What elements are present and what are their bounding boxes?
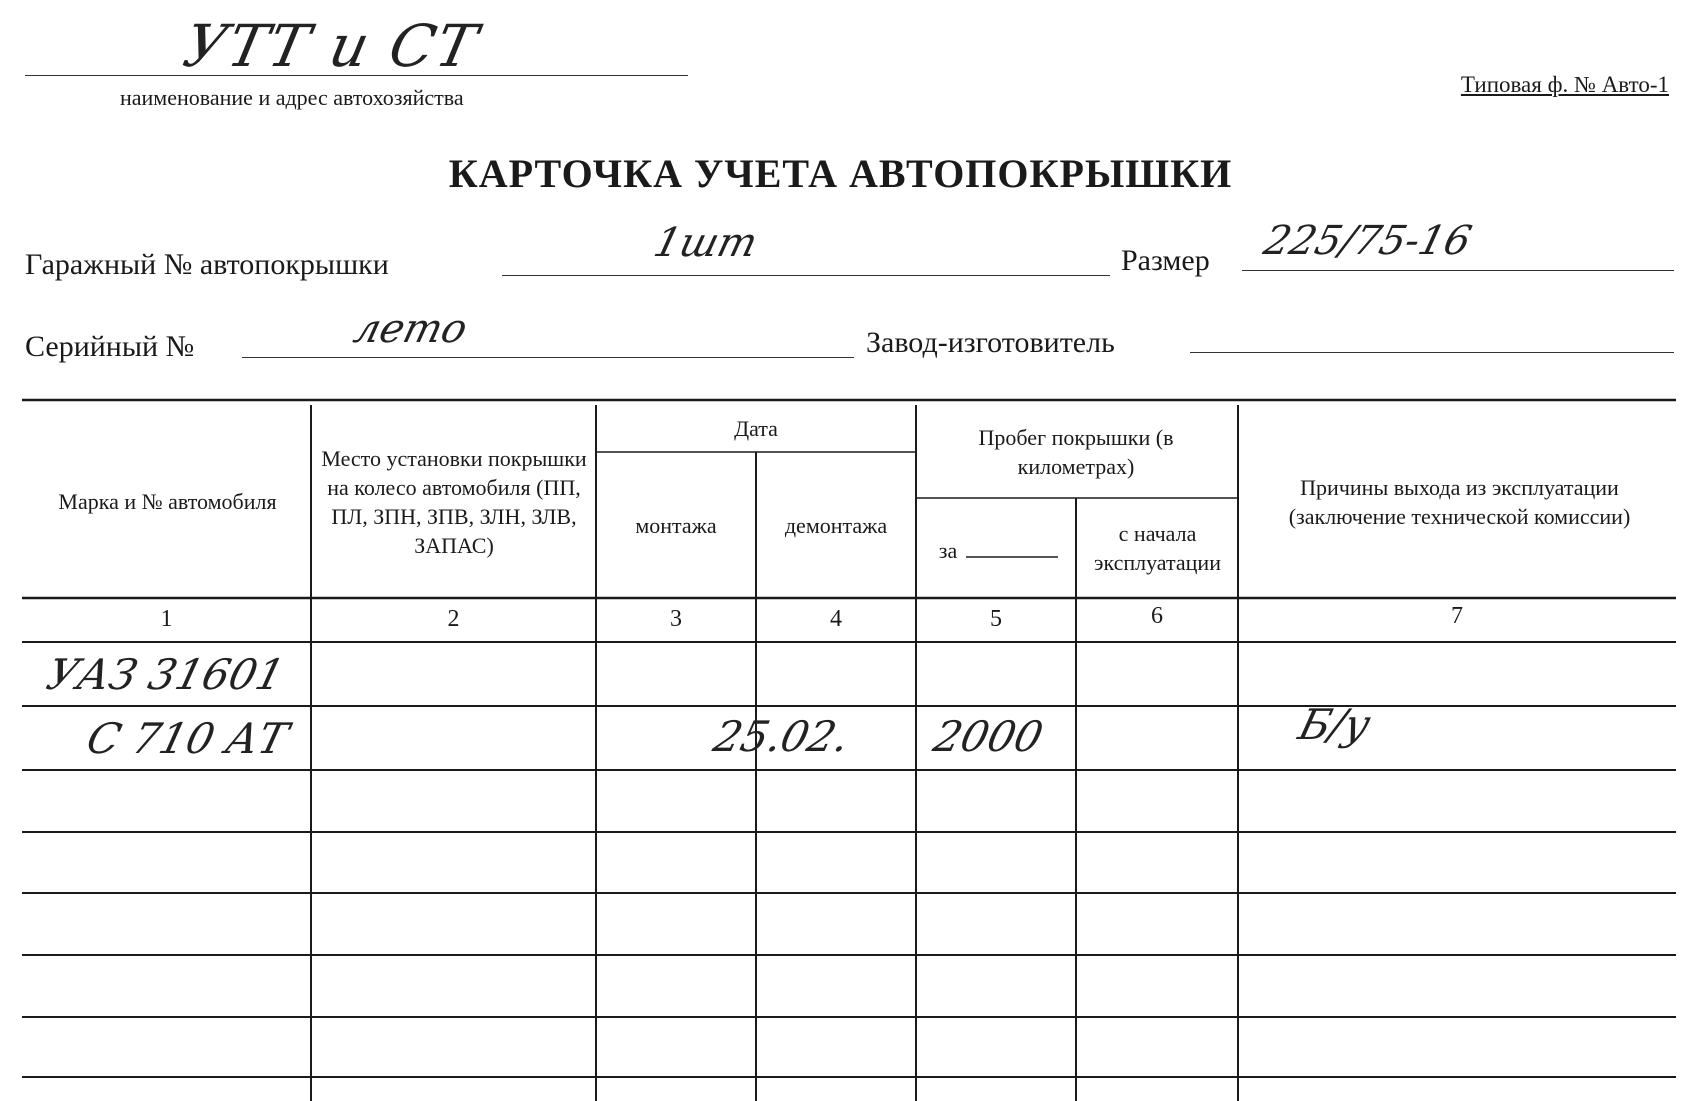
serial-number-label: Серийный № [25, 330, 195, 363]
column-number-4: 4 [830, 606, 842, 632]
form-title: КАРТОЧКА УЧЕТА АВТОПОКРЫШКИ [448, 151, 1233, 196]
header-reason: Причины выхода из эксплуатации (заключение технической комиссии) [1288, 474, 1631, 529]
garage-number-label: Гаражный № автопокрышки [25, 248, 389, 281]
org-name-handwritten: УТТ и СТ [177, 12, 485, 80]
size-label: Размер [1121, 244, 1210, 277]
column-number-2: 2 [447, 606, 460, 632]
size-line [1242, 270, 1674, 271]
header-install-place: Место установки покрышки на колесо автомобиля (ПП, ПЛ, ЗПН, ЗПВ, ЗЛН, ЗЛВ, ЗАПАС) [321, 445, 587, 558]
size-value[interactable]: 225/75-16 [1259, 218, 1476, 264]
column-number-3: 3 [670, 606, 682, 632]
entry-mileage[interactable]: 2000 [928, 712, 1048, 761]
column-number-1: 1 [160, 606, 173, 632]
header-mount-date: монтажа [635, 512, 717, 538]
header-date-group: Дата [734, 416, 778, 441]
manufacturer-label: Завод-изготовитель [866, 326, 1115, 359]
serial-number-value[interactable]: лето [349, 306, 472, 352]
entry-install-date[interactable]: 25.02. [708, 712, 855, 761]
header-vehicle: Марка и № автомобиля [58, 489, 277, 514]
form-code: Типовая ф. № Авто-1 [1460, 72, 1669, 97]
column-number-7: 7 [1451, 603, 1463, 629]
column-number-6: 6 [1151, 603, 1163, 629]
entry-reason[interactable]: Б/у [1293, 700, 1376, 749]
entry-vehicle-plate[interactable]: С 710 АТ [81, 714, 293, 763]
org-caption: наименование и адрес автохозяйства [120, 85, 464, 110]
header-mileage-group: Пробег покрышки (в километрах) [978, 424, 1174, 479]
column-number-5: 5 [990, 606, 1002, 632]
garage-number-line [502, 275, 1110, 276]
header-mileage-period: за [938, 537, 958, 563]
org-name-line [25, 75, 688, 76]
serial-number-line [242, 357, 854, 358]
header-mileage-total: с начала эксплуатации [1094, 521, 1221, 575]
manufacturer-line [1190, 352, 1674, 353]
entry-vehicle-model[interactable]: УАЗ 31601 [41, 650, 290, 699]
header-dismount-date: демонтажа [784, 512, 888, 538]
garage-number-value[interactable]: 1шт [649, 220, 763, 266]
